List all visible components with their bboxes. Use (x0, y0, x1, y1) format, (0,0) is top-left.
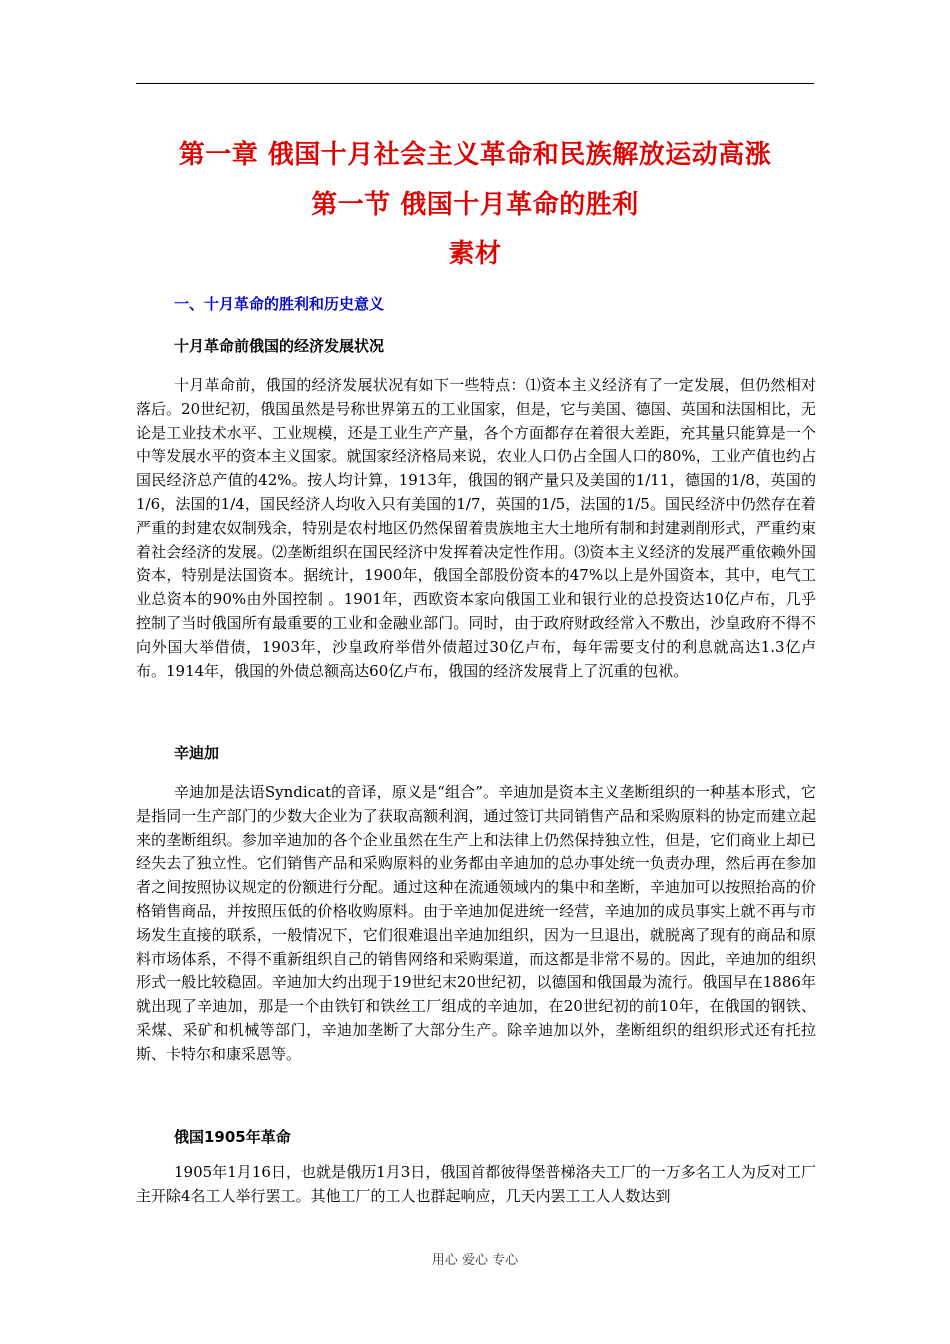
header-rule (136, 83, 814, 84)
paragraph-revolution-1905: 1905年1月16日，也就是俄历1月3日，俄国首都彼得堡普梯洛夫工厂的一万多名工人为反对工厂主开除4名工人举行罢工。其他工厂的工人也群起响应，几天内罢工工人人数达到 (136, 1163, 816, 1205)
subheading-revolution-1905: 俄国1905年革命 (174, 1128, 291, 1146)
section-heading: 一、十月革命的胜利和历史意义 (174, 295, 385, 313)
paragraph-economy: 十月革命前，俄国的经济发展状况有如下一些特点：⑴资本主义经济有了一定发展，但仍然相对落后。20世纪初，俄国虽然是号称世界第五的工业国家，但是，它与美国、德国、英国和法国相比，无论是工业技术水平、工业规模，还是工业生产产量，各个方面都存在着很大差距，充其量只能算是一个中等发展水平的资本主义国家。就国家经济格局来说，农业人口仍占全国人口的80%，工业产值也约占国民经济总产值的42%。按人均计算，1913年，俄国的钢产量只及美国的1/11，德国的1/8，英国的1/6，法国的1/4，国民经济人均收入只有美国的1/7，英国的1/5，法国的1/5。国民经济中仍然存在着严重的封建农奴制残余，特别是农村地区仍然保留着贵族地主大土地所有制和封建剥削形式，严重约束着社会经济的发展。⑵垄断组织在国民经济中发挥着决定性作用。⑶资本主义经济的发展严重依赖外国资本，特别是法国资本。据统计，1900年，俄国全部股份资本的47%以上是外国资本，其中，电气工业总资本的90%由外国控制 。1901年，西欧资本家向俄国工业和银行业的总投资达10亿卢布，几乎控制了当时俄国所有最重要的工业和金融业部门。同时，由于政府财政经常入不敷出，沙皇政府不得不向外国大举借债，1903年，沙皇政府举借外债超过30亿卢布，每年需要支付的利息就高达1.3亿卢布。1914年，俄国的外债总额高达60亿卢布，俄国的经济发展背上了沉重的包袱。 (136, 376, 816, 680)
paragraph-syndicat: 辛迪加是法语Syndicat的音译，原义是“组合”。辛迪加是资本主义垄断组织的一种基本形式，它是指同一生产部门的少数大企业为了获取高额利润，通过签订共同销售产品和采购原料的协定而建立起来的垄断组织。参加辛迪加的各个企业虽然在生产上和法律上仍然保持独立性，但是，它们商业上却已经失去了独立性。它们销售产品和采购原料的业务都由辛迪加的总办事处统一负责办理，然后再在参加者之间按照协议规定的份额进行分配。通过这种在流通领域内的集中和垄断，辛迪加可以按照抬高的价格销售商品，并按照压低的价格收购原料。由于辛迪加促进统一经营，辛迪加的成员事实上就不再与市场发生直接的联系，一般情况下，它们很难退出辛迪加组织，因为一旦退出，就脱离了现有的商品和原料市场体系，不得不重新组织自己的销售网络和采购渠道，而这都是非常不易的。因此，辛迪加的组织形式一般比较稳固。辛迪加大约出现于19世纪末20世纪初，以德国和俄国最为流行。俄国早在1886年就出现了辛迪加，那是一个由铁钉和铁丝工厂组成的辛迪加，在20世纪初的前10年，在俄国的钢铁、采煤、采矿和机械等部门，辛迪加垄断了大部分生产。除辛迪加以外，垄断组织的组织形式还有托拉斯、卡特尔和康采恩等。 (136, 783, 816, 1063)
subheading-economy: 十月革命前俄国的经济发展状况 (174, 337, 385, 355)
subheading-syndicat: 辛迪加 (174, 744, 220, 762)
section-title: 第一节 俄国十月革命的胜利 (311, 190, 639, 220)
chapter-title: 第一章 俄国十月社会主义革命和民族解放运动高涨 (178, 140, 772, 170)
page-footer: 用心 爱心 专心 (431, 1253, 519, 1268)
material-title: 素材 (448, 239, 502, 269)
